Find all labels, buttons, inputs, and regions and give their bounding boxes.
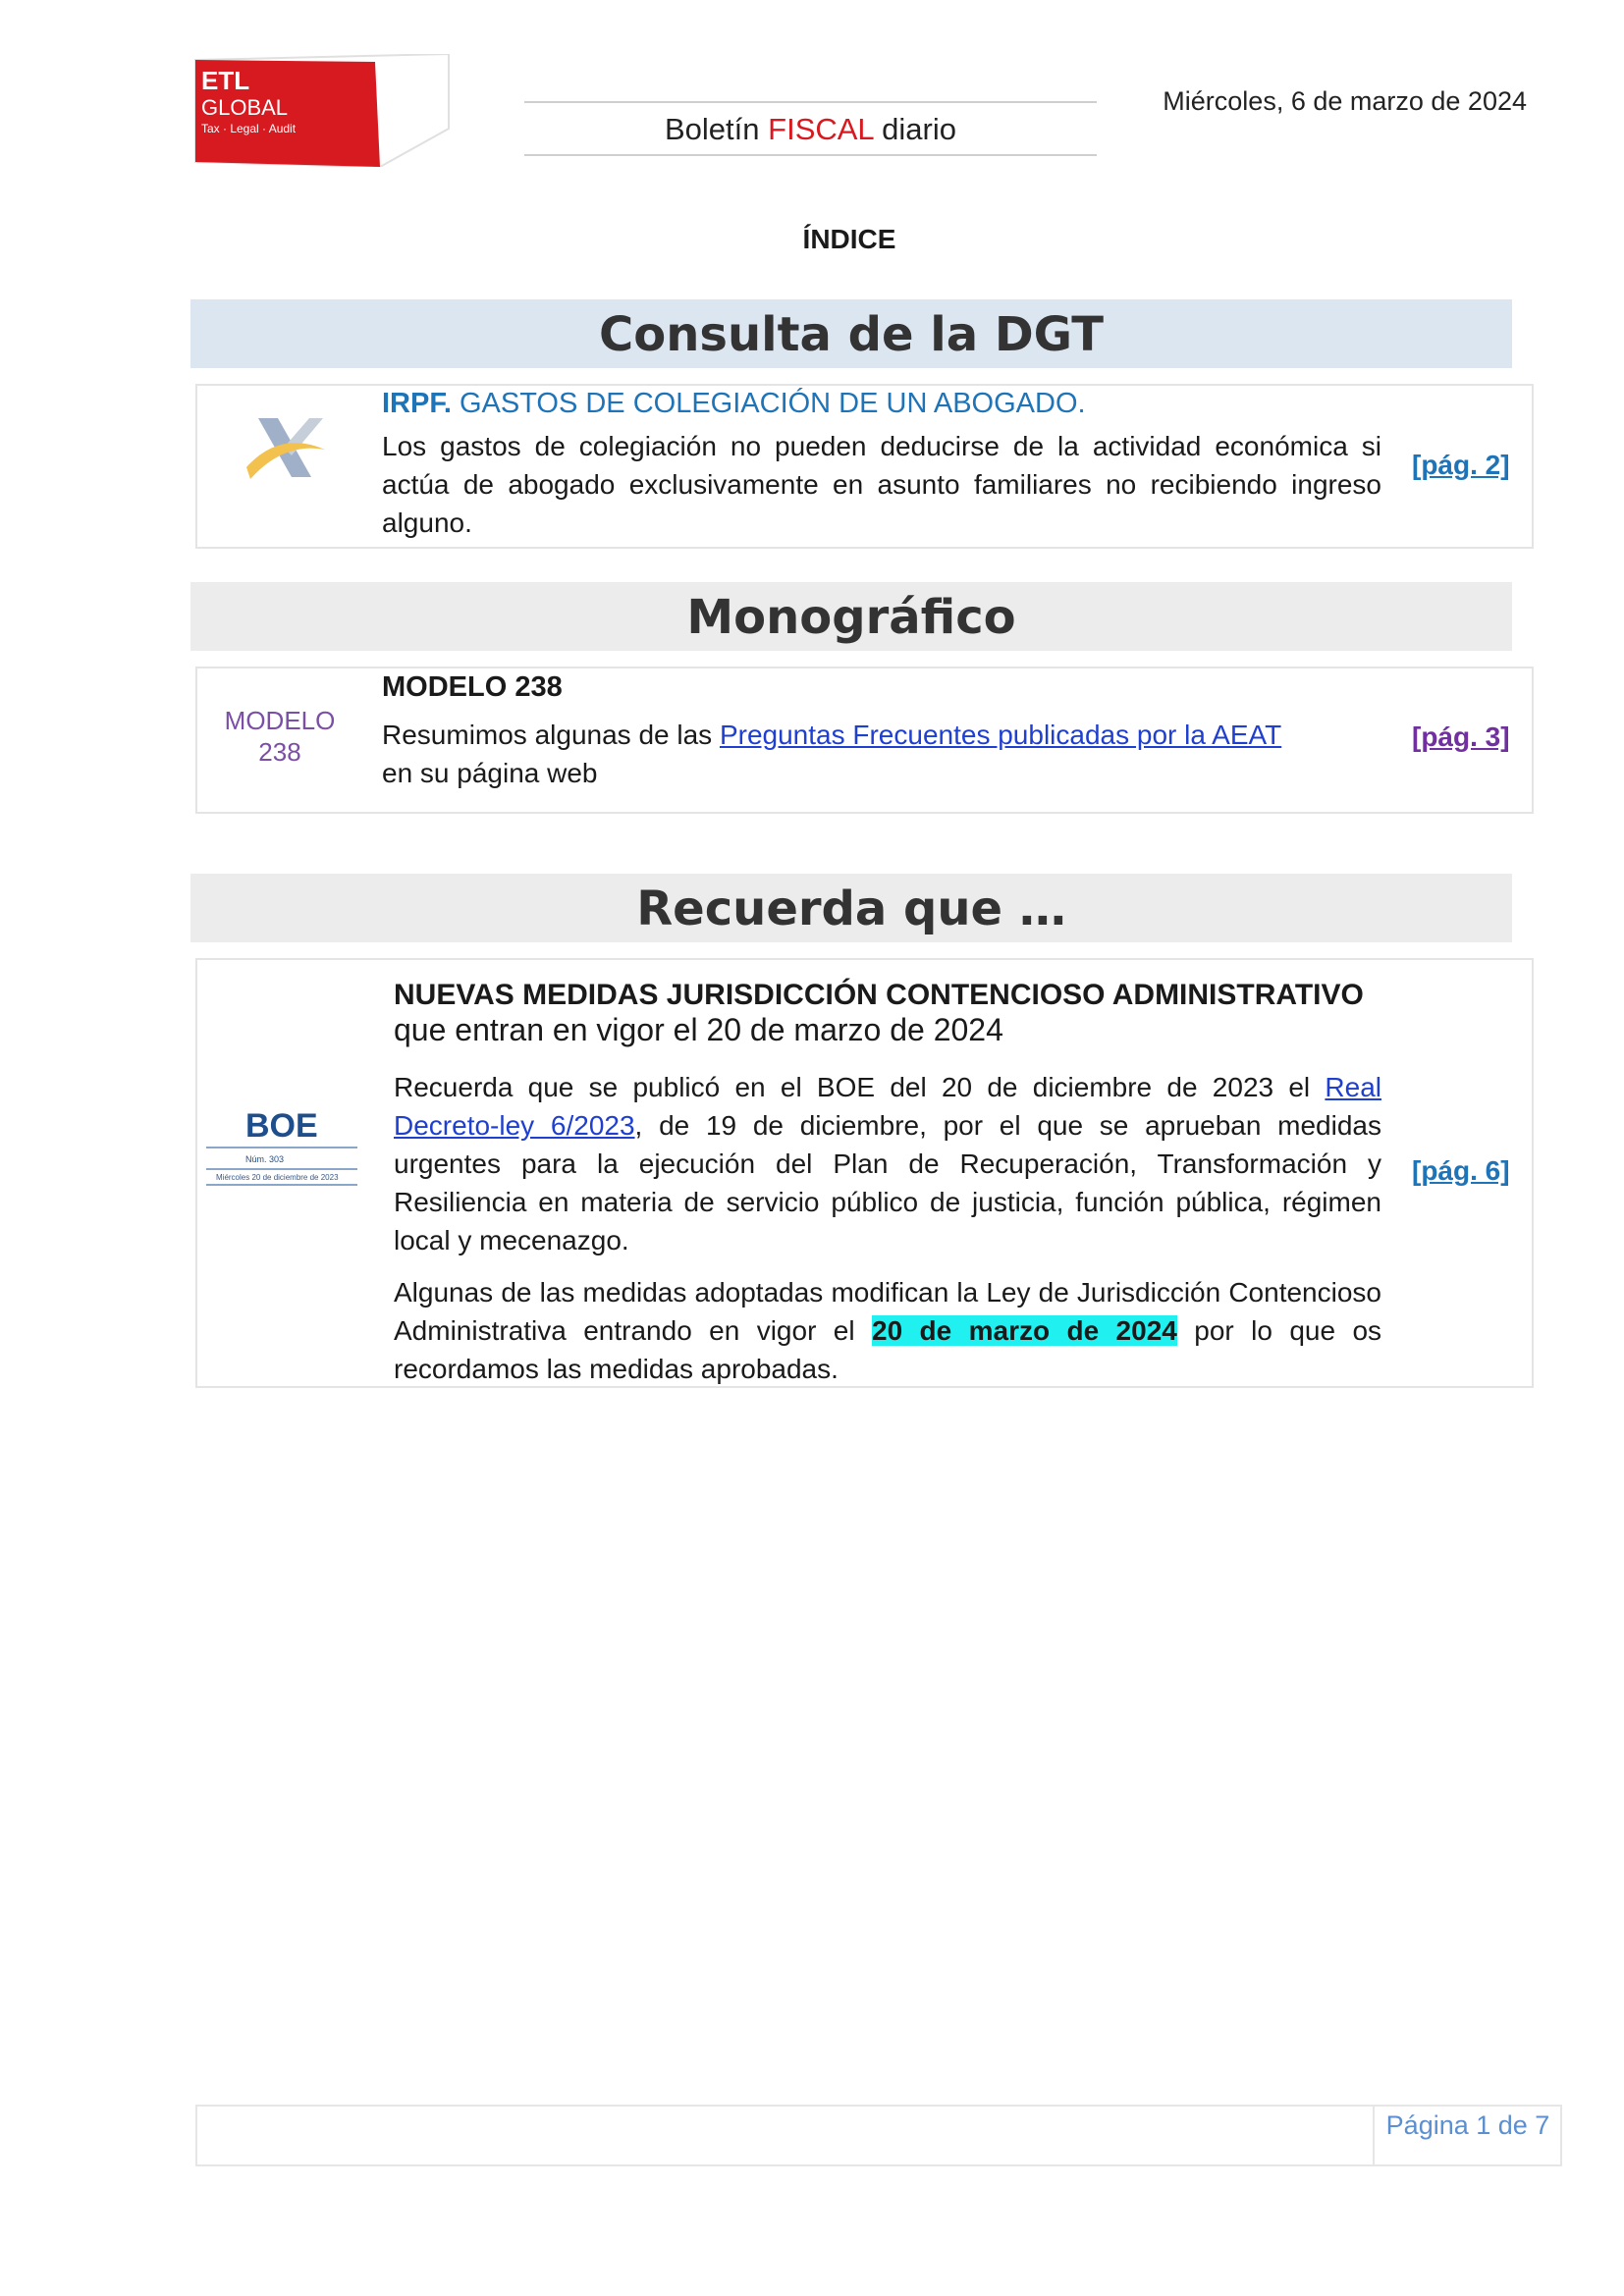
monografico-body xyxy=(382,716,1383,792)
boe-icon-number: Núm. 303 xyxy=(245,1154,285,1164)
recuerda-title: NUEVAS MEDIDAS JURISDICCIÓN CONTENCIOSO ADMINISTRATIVO xyxy=(394,979,1364,1011)
recuerda-paragraph-1 xyxy=(394,1068,1381,1259)
logo-line-3: Tax · Legal · Audit xyxy=(201,122,297,135)
monografico-page-link[interactable]: [pág. 3] xyxy=(1412,721,1510,752)
modelo-238-icon xyxy=(211,705,349,768)
recuerda-p1-before: Recuerda que se publicó en el BOE del 20 de diciembre de 2023 el xyxy=(394,1072,1311,1102)
bulletin-suffix: diario xyxy=(882,112,956,146)
boe-icon-label: BOE xyxy=(245,1107,318,1145)
bulletin-fiscal: FISCAL xyxy=(768,112,874,146)
bulletin-title xyxy=(524,101,1097,156)
boe-cover-icon xyxy=(206,1101,357,1198)
recuerda-p2-after: por lo que os recordamos las medidas aprobadas. xyxy=(394,1315,1382,1384)
monografico-body-after: en su página web xyxy=(382,758,598,788)
etl-global-logo xyxy=(193,54,451,167)
dgt-entry-subject: GASTOS DE COLEGIACIÓN DE UN ABOGADO. xyxy=(459,388,1086,419)
dgt-entry-tag: IRPF. xyxy=(382,388,452,419)
logo-line-1: ETL xyxy=(201,66,250,95)
aeat-logo-icon xyxy=(241,410,329,489)
logo-line-2: GLOBAL xyxy=(201,95,289,120)
modelo-icon-line1: MODELO xyxy=(224,706,336,735)
recuerda-p1-after: , de 19 de diciembre, por el que se aprueban medidas urgentes para la ejecución del Plan de Recuperación, Transformación y Resiliencia en materia de servicio público de justicia, función pública, régimen local y mecenazgo. xyxy=(394,1110,1381,1255)
page-footer xyxy=(195,2105,1562,2166)
monografico-body-before: Resumimos algunas de las xyxy=(382,720,713,750)
section-heading-monografico: Monográfico xyxy=(190,582,1512,651)
index-title: ÍNDICE xyxy=(802,224,896,254)
faq-aeat-link[interactable]: Preguntas Frecuentes publicadas por la AEAT xyxy=(719,720,1282,750)
recuerda-subtitle: que entran en vigor el 20 de marzo de 2024 xyxy=(394,1012,1003,1047)
publication-date: Miércoles, 6 de marzo de 2024 xyxy=(1163,86,1527,116)
recuerda-p2-before: Algunas de las medidas adoptadas modifican la Ley de Jurisdicción Contencioso Administrativa entrando en vigor el xyxy=(394,1277,1381,1346)
modelo-icon-line2: 238 xyxy=(258,737,301,767)
effective-date-highlight: 20 de marzo de 2024 xyxy=(872,1315,1177,1346)
section-heading-dgt: Consulta de la DGT xyxy=(190,299,1512,368)
dgt-entry-body: Los gastos de colegiación no pueden deducirse de la actividad económica si actúa de abogado exclusivamente en asunto familiares no recibiendo ingreso alguno. xyxy=(382,431,1381,538)
bulletin-prefix: Boletín xyxy=(665,112,760,146)
page-number: Página 1 de 7 xyxy=(1385,2110,1550,2140)
recuerda-page-link[interactable]: [pág. 6] xyxy=(1412,1155,1510,1186)
monografico-title: MODELO 238 xyxy=(382,671,563,703)
boe-icon-date: Miércoles 20 de diciembre de 2023 xyxy=(216,1173,339,1182)
real-decreto-link[interactable]: Real Decreto-ley 6/2023 xyxy=(394,1072,1381,1141)
recuerda-paragraph-2 xyxy=(394,1273,1381,1388)
dgt-page-link[interactable]: [pág. 2] xyxy=(1412,450,1510,480)
section-heading-recuerda: Recuerda que … xyxy=(190,874,1512,942)
dgt-entry-title xyxy=(382,388,1383,420)
footer-divider xyxy=(1373,2105,1375,2166)
